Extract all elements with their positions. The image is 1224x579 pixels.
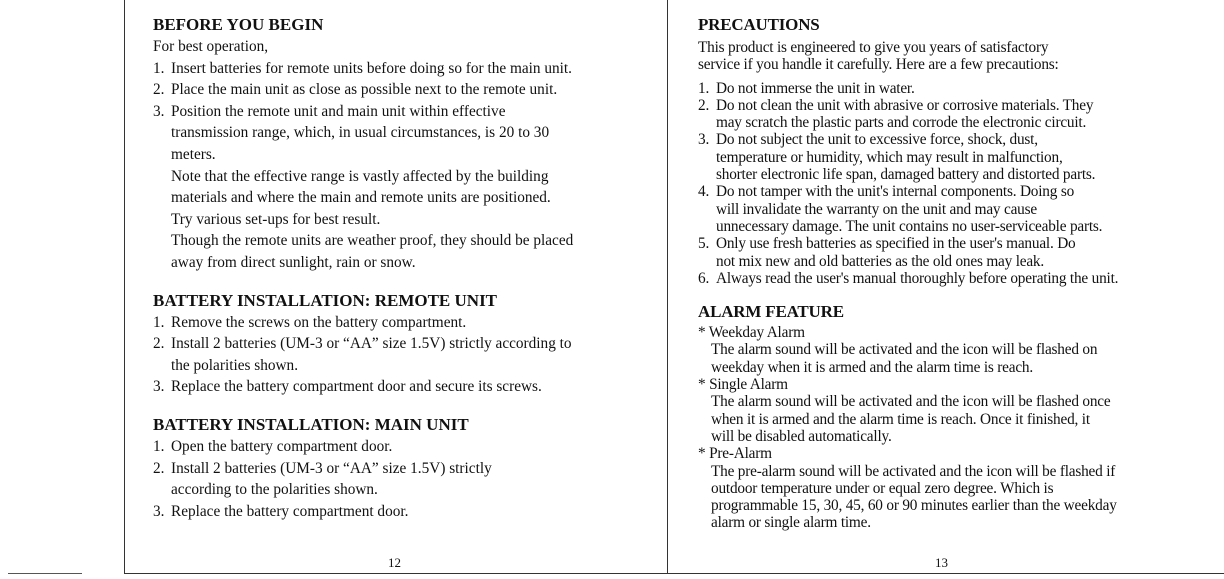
list-item bbox=[153, 376, 658, 398]
item-text: Install 2 batteries (UM-3 or “AA” size 1.5V) strictly bbox=[171, 459, 492, 477]
item-number: 3. bbox=[153, 378, 165, 396]
list-item bbox=[153, 58, 658, 80]
item-number: 5. bbox=[698, 235, 710, 253]
page-number-right: 13 bbox=[935, 555, 948, 570]
item-number: 1. bbox=[153, 313, 165, 331]
item-text: Do not tamper with the unit's internal components. Doing so bbox=[716, 183, 1075, 201]
main-unit-heading: BATTERY INSTALLATION: MAIN UNIT bbox=[153, 414, 469, 434]
page-divider bbox=[667, 0, 668, 574]
item-text: shorter electronic life span, damaged battery and distorted parts. bbox=[716, 166, 1096, 184]
item-text: Always read the user's manual thoroughly before operating the unit. bbox=[716, 269, 1119, 287]
before-you-begin-section bbox=[153, 14, 658, 274]
alarm-text: The alarm sound will be activated and the icon will be flashed on bbox=[711, 341, 1098, 359]
alarm-text: when it is armed and the alarm time is reach. Once it finished, it bbox=[711, 410, 1090, 428]
precautions-intro: service if you handle it carefully. Here are a few precautions: bbox=[698, 56, 1059, 74]
alarm-title: * Pre-Alarm bbox=[698, 445, 772, 463]
list-item bbox=[698, 80, 1218, 97]
item-number: 1. bbox=[698, 79, 710, 97]
item-text: Remove the screws on the battery compartment. bbox=[171, 313, 467, 331]
remote-unit-heading: BATTERY INSTALLATION: REMOTE UNIT bbox=[153, 290, 498, 310]
alarm-item-single bbox=[698, 376, 1218, 445]
item-number: 4. bbox=[698, 183, 710, 201]
alarm-feature-section bbox=[698, 301, 1218, 532]
alarm-title: * Weekday Alarm bbox=[698, 324, 805, 342]
item-number: 6. bbox=[698, 269, 710, 287]
list-item bbox=[698, 270, 1218, 287]
before-you-begin-heading: BEFORE YOU BEGIN bbox=[153, 15, 324, 34]
item-text: Try various set-ups for best result. bbox=[171, 210, 381, 228]
item-text: meters. bbox=[171, 145, 216, 163]
item-text: may scratch the plastic parts and corrode the electronic circuit. bbox=[716, 114, 1087, 132]
item-number: 3. bbox=[153, 102, 165, 120]
item-text: Replace the battery compartment door and secure its screws. bbox=[171, 378, 542, 396]
item-text: Note that the effective range is vastly affected by the building bbox=[171, 167, 549, 185]
item-text: Do not clean the unit with abrasive or corrosive materials. They bbox=[716, 96, 1094, 114]
item-number: 2. bbox=[153, 81, 165, 99]
list-item bbox=[153, 501, 658, 523]
list-item bbox=[153, 101, 658, 274]
item-text: Place the main unit as close as possible next to the remote unit. bbox=[171, 81, 558, 99]
item-text: Though the remote units are weather proof, they should be placed bbox=[171, 232, 574, 250]
item-number: 2. bbox=[153, 335, 165, 353]
list-item bbox=[153, 333, 658, 376]
list-item bbox=[698, 131, 1218, 183]
alarm-item-pre-alarm bbox=[698, 445, 1218, 531]
item-text: Do not subject the unit to excessive force, shock, dust, bbox=[716, 131, 1038, 149]
alarm-text: The pre-alarm sound will be activated and the icon will be flashed if bbox=[711, 462, 1116, 480]
item-text: not mix new and old batteries as the old ones may leak. bbox=[716, 252, 1044, 270]
before-intro: For best operation, bbox=[153, 38, 269, 55]
right-page bbox=[698, 14, 1218, 532]
alarm-text: programmable 15, 30, 45, 60 or 90 minutes earlier than the weekday bbox=[711, 497, 1117, 515]
item-text: Only use fresh batteries as specified in the user's manual. Do bbox=[716, 235, 1076, 253]
item-text: the polarities shown. bbox=[171, 356, 299, 374]
item-text: unnecessary damage. The unit contains no user-serviceable parts. bbox=[716, 217, 1103, 235]
precautions-heading: PRECAUTIONS bbox=[698, 15, 820, 34]
list-item bbox=[153, 79, 658, 101]
left-page bbox=[153, 14, 658, 522]
remote-unit-section bbox=[153, 290, 658, 398]
item-text: Install 2 batteries (UM-3 or “AA” size 1.5V) strictly according to bbox=[171, 335, 572, 353]
alarm-text: The alarm sound will be activated and the icon will be flashed once bbox=[711, 393, 1111, 411]
item-number: 3. bbox=[153, 502, 165, 520]
list-item bbox=[153, 312, 658, 334]
item-number: 1. bbox=[153, 437, 165, 455]
alarm-title: * Single Alarm bbox=[698, 376, 788, 394]
item-text: Insert batteries for remote units before doing so for the main unit. bbox=[171, 59, 573, 77]
left-page-border bbox=[124, 0, 125, 574]
item-text: materials and where the main and remote units are positioned. bbox=[171, 189, 551, 207]
precautions-section bbox=[698, 14, 1218, 287]
item-text: Replace the battery compartment door. bbox=[171, 502, 409, 520]
alarm-text: weekday when it is armed and the alarm time is reach. bbox=[711, 358, 1033, 376]
list-item bbox=[153, 458, 658, 501]
item-text: Open the battery compartment door. bbox=[171, 437, 393, 455]
item-number: 2. bbox=[698, 96, 710, 114]
item-text: according to the polarities shown. bbox=[171, 481, 378, 499]
precautions-intro: This product is engineered to give you years of satisfactory bbox=[698, 39, 1049, 56]
page-number-left: 12 bbox=[388, 555, 401, 570]
item-number: 2. bbox=[153, 459, 165, 477]
list-item bbox=[698, 183, 1218, 235]
item-number: 3. bbox=[698, 131, 710, 149]
item-text: Do not immerse the unit in water. bbox=[716, 79, 915, 97]
item-text: away from direct sunlight, rain or snow. bbox=[171, 253, 416, 271]
list-item bbox=[153, 436, 658, 458]
alarm-text: will be disabled automatically. bbox=[711, 427, 892, 445]
item-text: transmission range, which, in usual circumstances, is 20 to 30 bbox=[171, 124, 550, 142]
list-item bbox=[698, 235, 1218, 270]
item-text: Position the remote unit and main unit within effective bbox=[171, 102, 506, 120]
item-text: will invalidate the warranty on the unit and may cause bbox=[716, 200, 1037, 218]
alarm-item-weekday bbox=[698, 324, 1218, 376]
alarm-feature-heading: ALARM FEATURE bbox=[698, 302, 844, 322]
margin-rule bbox=[8, 573, 82, 574]
alarm-text: alarm or single alarm time. bbox=[711, 514, 871, 532]
main-unit-section bbox=[153, 414, 658, 522]
item-number: 1. bbox=[153, 59, 165, 77]
alarm-text: outdoor temperature under or equal zero degree. Which is bbox=[711, 479, 1054, 497]
bottom-border bbox=[124, 573, 1224, 574]
item-text: temperature or humidity, which may result in malfunction, bbox=[716, 148, 1063, 166]
list-item bbox=[698, 97, 1218, 132]
